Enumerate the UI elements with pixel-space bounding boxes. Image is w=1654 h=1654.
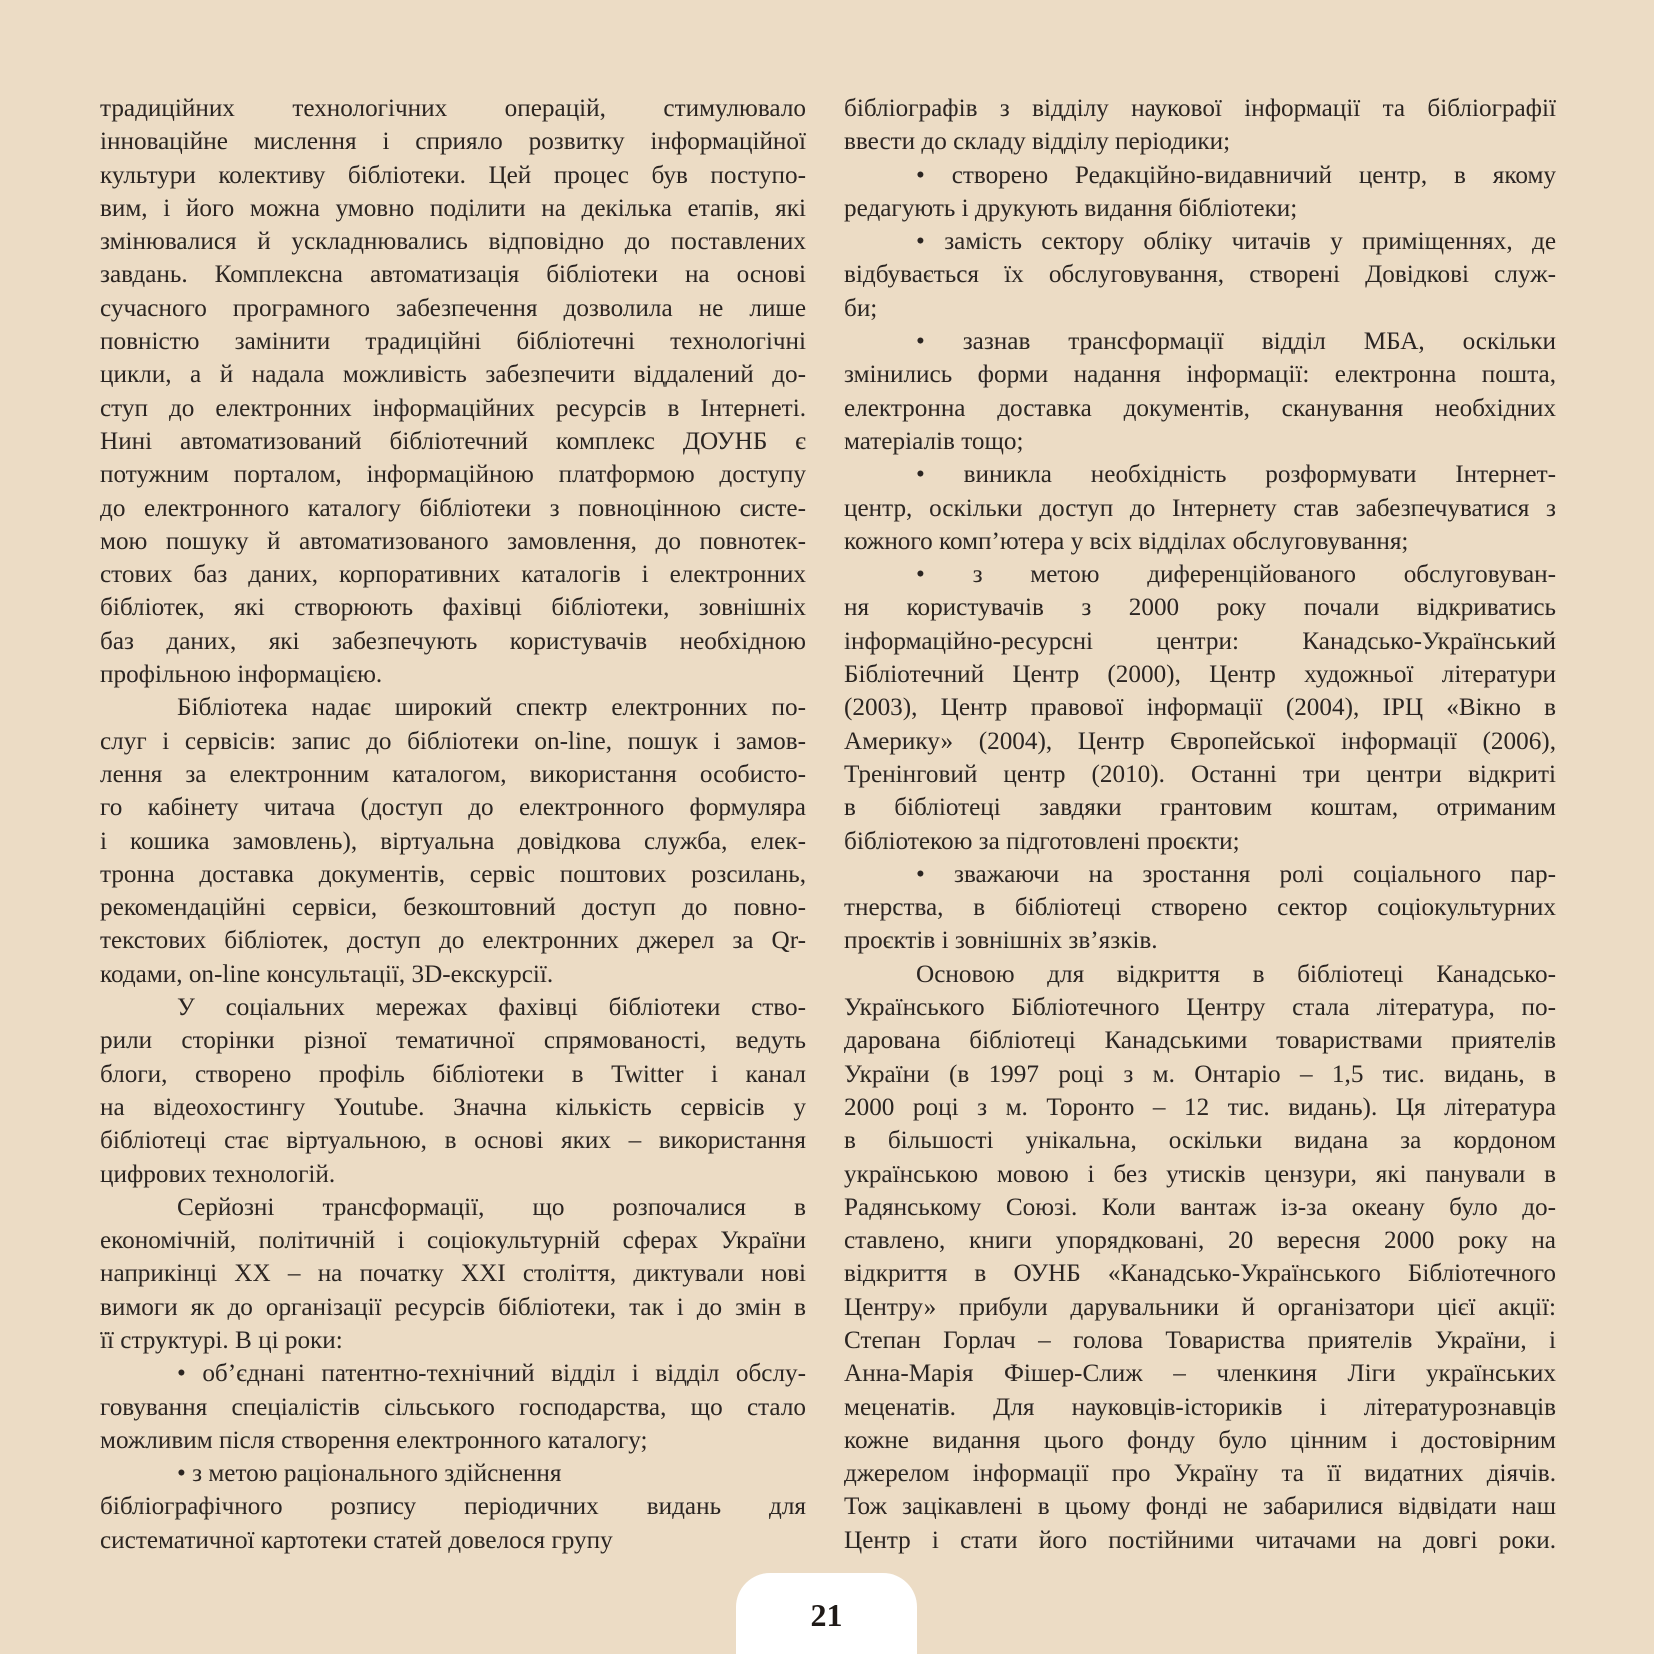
text-line: і кошика замовлень), віртуальна довідкова служба, елек- [100,827,806,855]
text-line: кожного комп’ютера у всіх відділах обслуговування; [844,527,1409,555]
text-line: го кабінету читача (доступ до електронного формуляра [100,794,806,822]
text-line: • з метою диференційованого обслуговуван- [916,561,1556,589]
text-line: джерелом інформації про Україну та її видатних діячів. [844,1460,1556,1488]
text-line: цифрових технологій. [100,1160,336,1188]
text-line: говування спеціалістів сільського господарства, що стало [100,1393,806,1421]
text-line: 2000 році з м. Торонто – 12 тис. видань). Ця література [844,1093,1556,1121]
text-line: бібліотеці стає віртуальною, в основі яких – використання [100,1127,806,1155]
text-line: Тренінговий центр (2010). Останні три центри відкриті [844,760,1556,788]
text-line: Тож зацікавлені в цьому фонді не забарилися відвідати наш [844,1493,1556,1521]
text-line: її структурі. В ці роки: [100,1326,343,1354]
text-line: України (в 1997 році з м. Онтаріо – 1,5 тис. видань, в [844,1060,1556,1088]
text-line: українською мовою і без утисків цензури, які панували в [844,1160,1556,1188]
text-line: кодами, on-line консультації, 3D-екскурсії. [100,960,554,988]
text-line: лення за електронним каталогом, використання особисто- [100,760,806,788]
text-line: (2003), Центр правової інформації (2004), ІРЦ «Вікно в [844,694,1556,722]
text-line: вим, і його можна умовно поділити на декілька етапів, які [100,194,806,222]
text-line: тронна доставка документів, сервіс поштових розсилань, [100,860,806,888]
text-line: можливим після створення електронного каталогу; [100,1426,648,1454]
text-line: ня користувачів з 2000 року почали відкриватись [844,594,1556,622]
text-line: відбувається їх обслуговування, створені Довідкові служ- [844,261,1556,289]
text-line: Серйозні трансформації, що розпочалися в [177,1193,806,1221]
text-line: бібліотек, які створюють фахівці бібліотеки, зовнішніх [100,594,806,622]
text-line: Бібліотечний Центр (2000), Центр художньої літератури [844,661,1556,689]
text-line: Центру» прибули дарувальники й організатори цієї акції: [844,1293,1556,1321]
text-line: ступ до електронних інформаційних ресурсів в Інтернеті. [100,394,806,422]
text-line: Анна-Марія Фішер-Слиж – членкиня Ліги українських [844,1360,1556,1388]
text-line: інформаційно-ресурсні центри: Канадсько-Український [844,627,1556,655]
text-line: • зазнав трансформації відділ МБА, оскільки [916,328,1556,356]
left-text-column [100,92,806,1557]
text-line: електронна доставка документів, сканування необхідних [844,394,1556,422]
text-line: в більшості унікальна, оскільки видана за кордоном [844,1127,1556,1155]
text-line: меценатів. Для науковців-істориків і літературознавців [844,1393,1556,1421]
text-line: блоги, створено профіль бібліотеки в Twitter і канал [100,1060,806,1088]
text-line: бібліографів з відділу наукової інформації та бібліографії [844,95,1556,122]
text-line: змінювалися й ускладнювались відповідно до поставлених [100,228,806,256]
text-line: рили сторінки різної тематичної спрямованості, ведуть [100,1027,806,1055]
text-line: інноваційне мислення і сприяло розвитку інформаційної [100,128,806,156]
text-line: • об’єднані патентно-технічний відділ і відділ обслу- [177,1360,806,1388]
text-line: текстових бібліотек, доступ до електронних джерел за Qr- [100,927,806,955]
text-line: до електронного каталогу бібліотеки з повноцінною систе- [100,494,806,522]
text-line: матеріалів тощо; [844,427,1024,455]
text-line: • зважаючи на зростання ролі соціального пар- [916,860,1556,888]
text-line: Українського Бібліотечного Центру стала література, по- [844,994,1556,1022]
text-line: наприкінці ХХ – на початку ХХІ століття, диктували нові [100,1260,806,1288]
text-line: У соціальних мережах фахівці бібліотеки ство- [177,994,806,1022]
text-line: завдань. Комплексна автоматизація бібліотеки на основі [100,261,806,289]
text-line: мою пошуку й автоматизованого замовлення, до повнотек- [100,527,806,555]
page-number: 21 [810,1597,843,1633]
text-line: • замість сектору обліку читачів у приміщеннях, де [916,228,1556,256]
text-line: в бібліотеці завдяки грантовим коштам, отриманим [844,794,1556,822]
text-line: профільною інформацією. [100,661,383,689]
text-line: тнерства, в бібліотеці створено сектор соціокультурних [844,894,1556,922]
text-line: Радянському Союзі. Коли вантаж із-за океану було до- [844,1193,1556,1221]
text-line: • з метою раціонального здійснення [177,1460,562,1488]
text-line: дарована бібліотеці Канадськими товариствами приятелів [844,1027,1556,1055]
text-line: центр, оскільки доступ до Інтернету став забезпечуватися з [844,494,1556,522]
text-line: • виникла необхідність розформувати Інтернет- [916,461,1556,489]
text-line: Степан Горлач – голова Товариства приятелів України, і [844,1326,1556,1354]
right-text-column [844,92,1556,1557]
text-line: кожне видання цього фонду було цінним і достовірним [844,1426,1556,1454]
text-line: культури колективу бібліотеки. Цей процес був поступо- [100,161,806,189]
text-line: Основою для відкриття в бібліотеці Канадсько- [916,960,1556,988]
text-line: змінились форми надання інформації: електронна пошта, [844,361,1556,389]
text-line: стових баз даних, корпоративних каталогів і електронних [100,561,806,589]
text-line: бібліотекою за підготовлені проєкти; [844,827,1240,855]
text-line: традиційних технологічних операцій, стимулювало [100,95,806,122]
text-line: систематичної картотеки статей довелося групу [100,1526,613,1554]
text-line: відкриття в ОУНБ «Канадсько-Українського Бібліотечного [844,1260,1556,1288]
text-line: цикли, а й надала можливість забезпечити віддалений до- [100,361,806,389]
text-line: Нині автоматизований бібліотечний комплекс ДОУНБ є [100,427,806,455]
text-line: Америку» (2004), Центр Європейської інформації (2006), [844,727,1556,755]
text-line: економічній, політичній і соціокультурній сферах України [100,1227,806,1255]
text-line: бібліографічного розпису періодичних видань для [100,1493,806,1521]
text-line: слуг і сервісів: запис до бібліотеки on-line, пошук і замов- [100,727,806,755]
text-line: • створено Редакційно-видавничий центр, в якому [916,161,1556,189]
page-number-tab [736,1573,917,1654]
text-line: на відеохостингу Youtube. Значна кількість сервісів у [100,1093,806,1121]
text-line: би; [844,294,878,322]
text-line: ввести до складу відділу періодики; [844,128,1231,156]
text-line: вимоги як до організації ресурсів бібліотеки, так і до змін в [100,1293,806,1321]
text-line: редагують і друкують видання бібліотеки; [844,194,1298,222]
text-line: сучасного програмного забезпечення дозволила не лише [100,294,806,322]
text-line: рекомендаційні сервіси, безкоштовний доступ до повно- [100,894,806,922]
text-line: баз даних, які забезпечують користувачів необхідною [100,627,806,655]
text-line: ставлено, книги упорядковані, 20 вересня 2000 року на [844,1227,1556,1255]
text-line: потужним порталом, інформаційною платформою доступу [100,461,806,489]
text-line: Центр і стати його постійними читачами на довгі роки. [844,1526,1556,1554]
text-line: проєктів і зовнішніх зв’язків. [844,927,1158,955]
text-line: Бібліотека надає широкий спектр електронних по- [177,694,806,722]
text-line: повністю замінити традиційні бібліотечні технологічні [100,328,806,356]
